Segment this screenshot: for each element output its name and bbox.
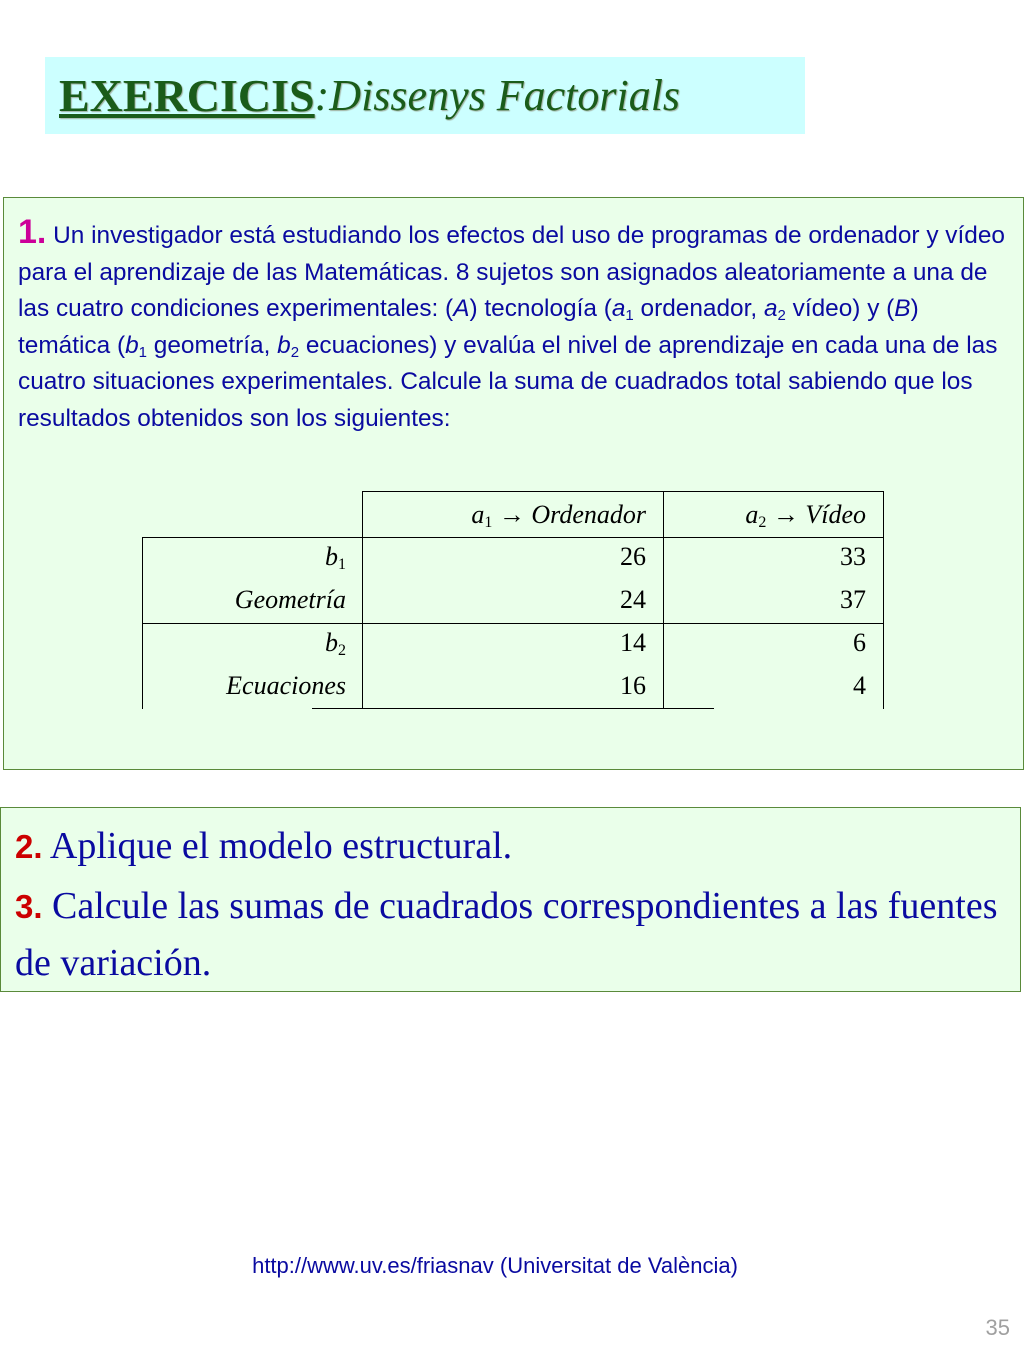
col-header-a2-sub: 2 bbox=[758, 514, 767, 531]
table-cell: 6 bbox=[853, 628, 866, 657]
problem-2-body: Aplique el modelo estructural. bbox=[42, 825, 513, 867]
problem-1-box bbox=[3, 197, 1024, 770]
footer-link[interactable]: http://www.uv.es/friasnav (Universitat de València) bbox=[252, 1253, 738, 1278]
sub-b1: 1 bbox=[138, 343, 148, 361]
table-left-border bbox=[142, 537, 143, 709]
table-cell: 14 bbox=[620, 628, 646, 657]
row-label-geometria-text: Geometría bbox=[234, 585, 346, 614]
row-label-geometria bbox=[235, 585, 346, 615]
problem-1-text-a: Un investigador está estudiando los efectos del uso de programas de ordenador y vídeo para el aprendizaje de las Matemáticas. 8 sujetos son asignados aleatoriamente a una de las cuatro condiciones experimentales: ( bbox=[18, 222, 1005, 322]
col-header-a2 bbox=[745, 500, 866, 530]
var-B: B bbox=[894, 295, 911, 322]
col-header-a2-label: → Vídeo bbox=[766, 500, 866, 529]
col-header-a1-label: → Ordenador bbox=[492, 500, 646, 529]
row-header-b2-var: b bbox=[325, 628, 338, 657]
sub-a2: 2 bbox=[777, 307, 786, 324]
problem-2-text bbox=[15, 818, 1005, 875]
var-A: A bbox=[453, 295, 470, 322]
title-subtitle: Dissenys Factorials bbox=[329, 71, 681, 120]
table-right-border bbox=[883, 491, 884, 709]
problem-3-body: Calcule las sumas de cuadrados correspondientes a las fuentes de variación. bbox=[15, 885, 998, 984]
col-header-a1-sub: 1 bbox=[484, 514, 493, 531]
table-divider-1 bbox=[362, 491, 363, 709]
row-label-ecuaciones bbox=[226, 671, 346, 701]
var-a1: a bbox=[611, 295, 626, 322]
row-header-b1-sub: 1 bbox=[338, 556, 346, 573]
table-cell: 24 bbox=[620, 585, 646, 614]
data-table bbox=[142, 491, 884, 709]
problem-3-text bbox=[15, 878, 1005, 991]
table-header-border bbox=[142, 537, 884, 538]
table-top-border bbox=[362, 491, 884, 492]
var-b2: b bbox=[277, 331, 291, 359]
problem-1-text bbox=[18, 214, 1008, 437]
sub-b2: 2 bbox=[290, 343, 300, 361]
title-main: EXERCICIS bbox=[59, 70, 315, 121]
problem-1-text-f: geometría, bbox=[147, 331, 278, 359]
problem-1-number: 1. bbox=[18, 213, 47, 251]
row-header-b2-sub: 2 bbox=[338, 642, 346, 659]
problem-1-text-c: ordenador, bbox=[633, 295, 764, 322]
title-banner bbox=[45, 57, 805, 134]
problem-1-text-g: ecuaciones) y evalúa el nivel de aprendizaje en cada una de las cuatro situaciones experimentales. Calcule la suma de cuadrados total sabiendo que los resultados obtenidos son los siguientes: bbox=[18, 331, 998, 432]
problem-2-number: 2. bbox=[15, 828, 43, 865]
col-header-a1-var: a bbox=[471, 500, 485, 529]
table-divider-2 bbox=[663, 491, 664, 709]
page-number: 35 bbox=[985, 1315, 1010, 1340]
table-cell: 4 bbox=[853, 671, 866, 700]
row-header-b1-var: b bbox=[325, 542, 338, 571]
var-a2: a bbox=[763, 295, 778, 322]
var-b1: b bbox=[125, 331, 139, 359]
table-cell: 16 bbox=[620, 671, 646, 700]
col-header-a1 bbox=[471, 500, 646, 530]
problem-1-text-e: ) temática ( bbox=[18, 295, 919, 359]
table-cell: 37 bbox=[840, 585, 866, 614]
title-colon: : bbox=[314, 71, 330, 120]
problem-1-text-b: ) tecnología ( bbox=[469, 295, 612, 322]
row-header-b1 bbox=[325, 542, 346, 572]
problem-1-text-d: vídeo) y ( bbox=[785, 295, 895, 322]
table-cell: 26 bbox=[620, 542, 646, 571]
sub-a1: 1 bbox=[625, 307, 634, 324]
table-group-border bbox=[142, 623, 884, 624]
problems-2-3-box bbox=[0, 807, 1021, 992]
col-header-a2-var: a bbox=[745, 500, 759, 529]
problem-3-number: 3. bbox=[15, 888, 43, 925]
row-header-b2 bbox=[325, 628, 346, 658]
table-cell: 33 bbox=[840, 542, 866, 571]
row-label-ecuaciones-text: Ecuaciones bbox=[226, 671, 346, 700]
table-bottom-border bbox=[312, 708, 714, 709]
